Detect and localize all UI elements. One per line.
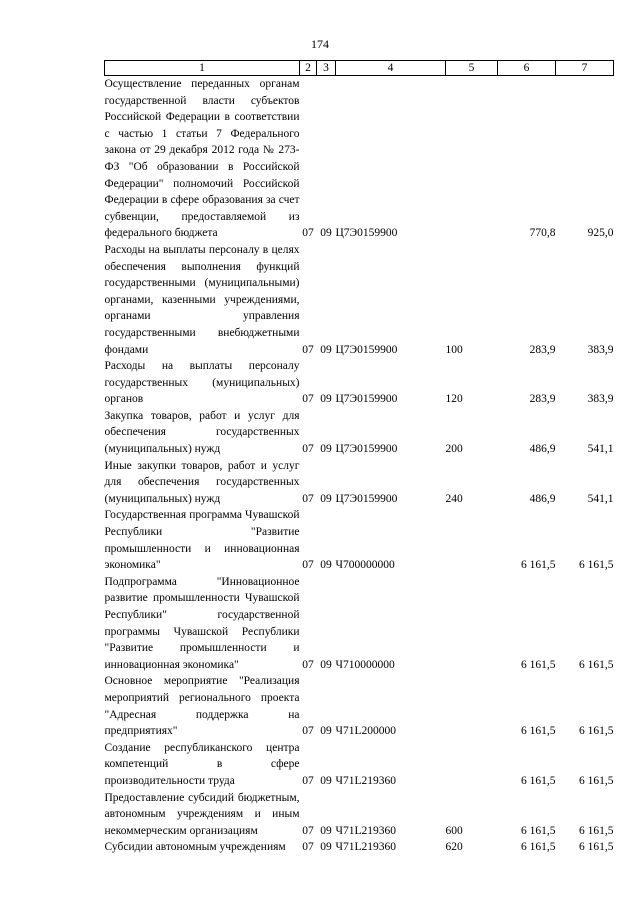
target-article-cell: Ц7Э0159900 bbox=[335, 343, 398, 356]
amount-year2-cell: 541,1 bbox=[587, 492, 614, 505]
column-header: 1 bbox=[105, 61, 300, 76]
amount-year1-cell: 6 161,5 bbox=[521, 774, 556, 787]
amount-year1-cell: 283,9 bbox=[529, 393, 556, 406]
expense-name-cell: Расходы на выплаты персоналу государственных (муниципальных) органов bbox=[104, 360, 300, 406]
section-code-cell: 07 bbox=[302, 393, 314, 406]
expense-name-cell: Предоставление субсидий бюджетным, автономным учреждениям и иным некоммерческим организациям bbox=[104, 791, 300, 837]
amount-year1-cell: 6 161,5 bbox=[521, 559, 556, 572]
amount-year1-cell: 6 161,5 bbox=[521, 841, 556, 854]
target-article-cell: Ц7Э0159900 bbox=[335, 443, 398, 456]
amount-year1-cell: 6 161,5 bbox=[521, 658, 556, 671]
subsection-code-cell: 09 bbox=[320, 841, 332, 854]
subsection-code-cell: 09 bbox=[320, 774, 332, 787]
expense-name-cell: Иные закупки товаров, работ и услуг для обеспечения государственных (муниципальных) нужд bbox=[104, 459, 300, 505]
expense-name-cell: Подпрограмма "Инновационное развитие промышленности Чувашской Республики" государственной программы Чувашской Республики "Развитие промышленности и инновационная экономика" bbox=[104, 575, 300, 671]
target-article-cell: Ц7Э0159900 bbox=[335, 227, 398, 240]
target-article-cell: Ч71L219360 bbox=[335, 824, 396, 837]
subsection-code-cell: 09 bbox=[320, 559, 332, 572]
table-row bbox=[105, 76, 614, 242]
column-header: 6 bbox=[498, 61, 556, 76]
column-header: 7 bbox=[556, 61, 614, 76]
amount-year1-cell: 486,9 bbox=[529, 492, 556, 505]
column-header: 5 bbox=[446, 61, 498, 76]
table-row bbox=[105, 408, 614, 458]
table-row bbox=[105, 790, 614, 840]
expense-name-cell: Осуществление переданных органам государственной власти субъектов Российской Федерации в соответствии с частью 1 статьи 7 Федерального закона от 29 декабря 2012 года № 273-ФЗ "Об образовании в Российской Федерации" полномочий Российской Федерации в сфере образования за счет субвенции, предоставляемой из федерального бюджета bbox=[104, 78, 300, 240]
expense-name-cell: Основное мероприятие "Реализация мероприятий регионального проекта "Адресная поддержка на предприятиях" bbox=[104, 675, 300, 738]
amount-year2-cell: 6 161,5 bbox=[579, 725, 614, 738]
expense-name-cell: Расходы на выплаты персоналу в целях обеспечения выполнения функций государственными (муниципальными) органами, казенными учреждениями, органами управления государственными внебюджетными фондами bbox=[104, 243, 300, 356]
amount-year2-cell: 383,9 bbox=[587, 393, 614, 406]
section-code-cell: 07 bbox=[302, 841, 314, 854]
section-code-cell: 07 bbox=[302, 227, 314, 240]
amount-year2-cell: 383,9 bbox=[587, 343, 614, 356]
expense-type-cell: 100 bbox=[445, 343, 463, 356]
amount-year1-cell: 283,9 bbox=[529, 343, 556, 356]
budget-table bbox=[104, 60, 614, 856]
table-row bbox=[105, 458, 614, 508]
expense-type-cell bbox=[446, 76, 498, 242]
table-row bbox=[105, 574, 614, 674]
table-row bbox=[105, 242, 614, 358]
table-header-row bbox=[105, 61, 614, 76]
expense-type-cell: 200 bbox=[445, 443, 463, 456]
expense-type-cell: 620 bbox=[445, 841, 463, 854]
target-article-cell: Ц7Э0159900 bbox=[335, 393, 398, 406]
subsection-code-cell: 09 bbox=[320, 725, 332, 738]
target-article-cell: Ч71L219360 bbox=[335, 774, 396, 787]
table-row bbox=[105, 673, 614, 739]
subsection-code-cell: 09 bbox=[320, 343, 332, 356]
section-code-cell: 07 bbox=[302, 443, 314, 456]
expense-name-cell: Закупка товаров, работ и услуг для обеспечения государственных (муниципальных) нужд bbox=[104, 409, 300, 456]
column-header: 2 bbox=[300, 61, 317, 76]
table-row bbox=[105, 839, 614, 856]
expense-name-cell: Субсидии автономным учреждениям bbox=[104, 841, 286, 854]
amount-year1-cell: 6 161,5 bbox=[521, 725, 556, 738]
subsection-code-cell: 09 bbox=[320, 393, 332, 406]
expense-type-cell bbox=[446, 740, 498, 790]
expense-type-cell bbox=[446, 574, 498, 674]
amount-year2-cell: 6 161,5 bbox=[579, 658, 614, 671]
amount-year2-cell: 6 161,5 bbox=[579, 824, 614, 837]
subsection-code-cell: 09 bbox=[320, 658, 332, 671]
amount-year2-cell: 6 161,5 bbox=[579, 559, 614, 572]
amount-year1-cell: 6 161,5 bbox=[521, 824, 556, 837]
expense-type-cell bbox=[446, 507, 498, 573]
amount-year1-cell: 486,9 bbox=[529, 443, 556, 456]
subsection-code-cell: 09 bbox=[320, 443, 332, 456]
expense-name-cell: Государственная программа Чувашской Республики "Развитие промышленности и инновационная экономика" bbox=[104, 509, 300, 572]
table-row bbox=[105, 740, 614, 790]
section-code-cell: 07 bbox=[302, 774, 314, 787]
expense-type-cell bbox=[446, 673, 498, 739]
expense-type-cell: 240 bbox=[445, 492, 463, 505]
table-body bbox=[105, 76, 614, 856]
target-article-cell: Ц7Э0159900 bbox=[335, 492, 398, 505]
section-code-cell: 07 bbox=[302, 725, 314, 738]
subsection-code-cell: 09 bbox=[320, 824, 332, 837]
amount-year2-cell: 6 161,5 bbox=[579, 774, 614, 787]
section-code-cell: 07 bbox=[302, 824, 314, 837]
section-code-cell: 07 bbox=[302, 658, 314, 671]
target-article-cell: Ч71L200000 bbox=[335, 725, 396, 738]
section-code-cell: 07 bbox=[302, 343, 314, 356]
target-article-cell: Ч700000000 bbox=[335, 559, 395, 572]
section-code-cell: 07 bbox=[302, 559, 314, 572]
table-row bbox=[105, 358, 614, 408]
amount-year2-cell: 925,0 bbox=[587, 227, 614, 240]
target-article-cell: Ч71L219360 bbox=[335, 841, 396, 854]
target-article-cell: Ч710000000 bbox=[335, 658, 395, 671]
column-header: 3 bbox=[317, 61, 336, 76]
subsection-code-cell: 09 bbox=[320, 227, 332, 240]
expense-type-cell: 120 bbox=[445, 393, 463, 406]
section-code-cell: 07 bbox=[302, 492, 314, 505]
amount-year2-cell: 6 161,5 bbox=[579, 841, 614, 854]
subsection-code-cell: 09 bbox=[320, 492, 332, 505]
table-row bbox=[105, 507, 614, 573]
amount-year2-cell: 541,1 bbox=[587, 443, 614, 456]
column-header: 4 bbox=[336, 61, 446, 76]
amount-year1-cell: 770,8 bbox=[529, 227, 556, 240]
expense-type-cell: 600 bbox=[445, 824, 463, 837]
expense-name-cell: Создание республиканского центра компетенций в сфере производительности труда bbox=[104, 741, 300, 787]
page-number: 174 bbox=[311, 37, 329, 51]
